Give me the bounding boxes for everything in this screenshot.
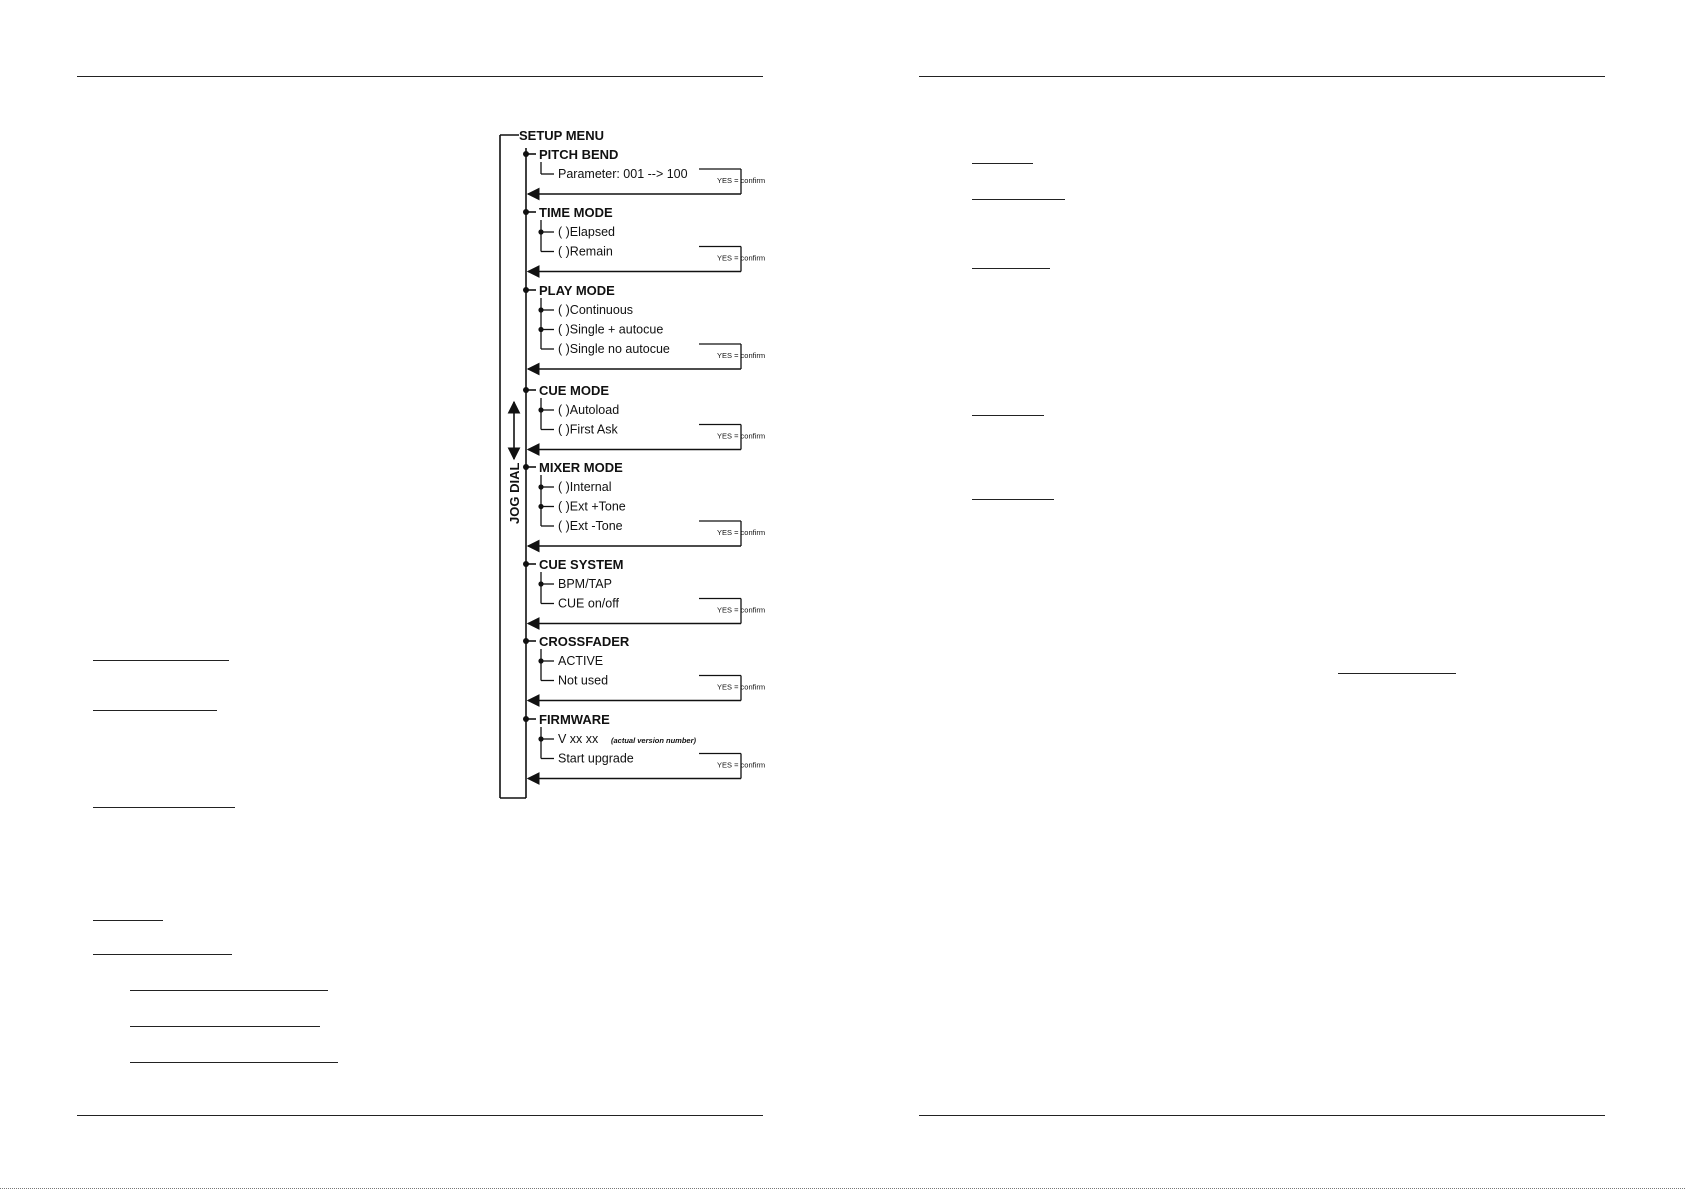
menu-option: Not used — [558, 673, 609, 688]
confirm-label: YES = confirm — [717, 528, 766, 537]
menu-option: ( )Internal — [558, 480, 612, 494]
section-heading: CUE SYSTEM — [539, 557, 624, 572]
menu-option: ( )Ext -Tone — [558, 519, 623, 533]
menu-option: ( )Remain — [558, 244, 613, 259]
menu-section — [523, 147, 765, 194]
menu-option: CUE on/off — [558, 596, 619, 611]
version-note: (actual version number) — [611, 736, 697, 745]
confirm-label: YES = confirm — [717, 760, 766, 770]
confirm-label: YES = confirm — [717, 605, 766, 615]
menu-section — [523, 205, 765, 272]
menu-option: Start upgrade — [558, 751, 634, 766]
menu-section — [523, 283, 765, 369]
menu-option: ( )Autoload — [558, 403, 620, 417]
menu-section — [523, 712, 765, 779]
section-heading: PITCH BEND — [539, 147, 619, 162]
setup-menu-title: SETUP MENU — [519, 128, 604, 143]
menu-option: ( )First Ask — [558, 422, 618, 437]
menu-section — [523, 557, 765, 624]
menu-option: V xx xx — [558, 732, 599, 746]
section-heading: CROSSFADER — [539, 634, 630, 649]
menu-option: Parameter: 001 --> 100 — [558, 167, 688, 181]
menu-section — [523, 383, 765, 450]
section-heading: FIRMWARE — [539, 712, 610, 727]
section-heading: MIXER MODE — [539, 460, 623, 475]
jog-dial-label: JOG DIAL — [507, 462, 522, 524]
confirm-label: YES = confirm — [717, 351, 766, 360]
menu-option: ( )Continuous — [558, 303, 634, 317]
menu-option: ACTIVE — [558, 654, 604, 668]
menu-section — [523, 634, 765, 701]
section-heading: TIME MODE — [539, 205, 613, 220]
menu-option: ( )Elapsed — [558, 225, 615, 239]
menu-option: BPM/TAP — [558, 577, 612, 591]
confirm-label: YES = confirm — [717, 253, 766, 263]
menu-section — [523, 460, 765, 546]
menu-option: ( )Ext +Tone — [558, 499, 626, 514]
menu-option: ( )Single no autocue — [558, 342, 670, 356]
confirm-label: YES = confirm — [717, 431, 766, 441]
section-heading: PLAY MODE — [539, 283, 615, 298]
menu-option: ( )Single + autocue — [558, 322, 664, 337]
confirm-label: YES = confirm — [717, 682, 766, 692]
section-heading: CUE MODE — [539, 383, 610, 398]
confirm-label: YES = confirm — [717, 176, 766, 185]
page-edge-dotted-line — [0, 1188, 1685, 1189]
